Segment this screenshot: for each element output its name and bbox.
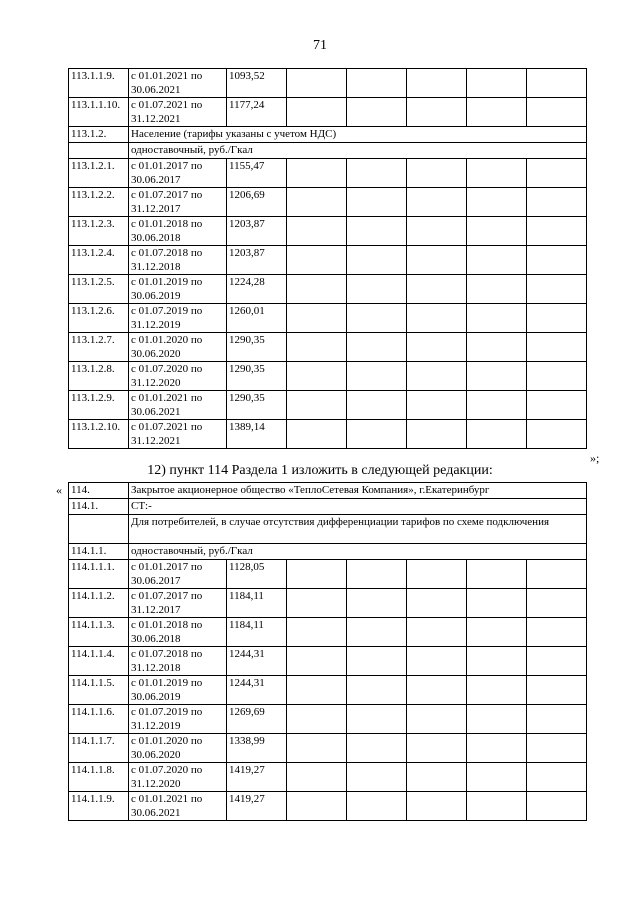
empty-cell	[527, 763, 587, 792]
table-row	[69, 618, 587, 647]
row-code: 114.1.1.8.	[69, 763, 129, 792]
empty-cell	[287, 705, 347, 734]
row-tariff-value: 1419,27	[227, 792, 287, 821]
empty-cell	[287, 420, 347, 449]
row-tariff-value: 1177,24	[227, 98, 287, 127]
table-row	[69, 420, 587, 449]
empty-cell	[527, 217, 587, 246]
empty-cell	[467, 792, 527, 821]
period-line: 31.12.2018	[131, 662, 181, 674]
empty-cell	[347, 763, 407, 792]
empty-cell	[527, 792, 587, 821]
empty-cell	[347, 734, 407, 763]
period-line: 30.06.2021	[131, 84, 181, 96]
table-row	[69, 647, 587, 676]
empty-cell	[467, 734, 527, 763]
row-tariff-value: 1269,69	[227, 705, 287, 734]
row-code: 114.1.1.6.	[69, 705, 129, 734]
row-code: 113.1.2.2.	[69, 188, 129, 217]
row-period	[129, 159, 227, 188]
period-line: с 01.01.2017 по	[131, 160, 203, 172]
row-code: 113.1.2.8.	[69, 362, 129, 391]
row-period	[129, 792, 227, 821]
table-row	[69, 304, 587, 333]
row-period	[129, 246, 227, 275]
empty-cell	[527, 420, 587, 449]
row-period	[129, 647, 227, 676]
period-line: с 01.01.2020 по	[131, 735, 203, 747]
period-line: с 01.07.2017 по	[131, 590, 203, 602]
empty-cell	[407, 98, 467, 127]
period-line: с 01.01.2017 по	[131, 561, 203, 573]
empty-cell	[347, 304, 407, 333]
row-tariff-value: 1389,14	[227, 420, 287, 449]
empty-cell	[527, 705, 587, 734]
period-line: 31.12.2017	[131, 604, 181, 616]
period-line: 30.06.2017	[131, 174, 181, 186]
empty-cell	[527, 98, 587, 127]
table-row	[69, 246, 587, 275]
table-row	[69, 763, 587, 792]
row-code: 113.1.2.10.	[69, 420, 129, 449]
empty-cell	[467, 362, 527, 391]
table-row	[69, 391, 587, 420]
empty-cell	[347, 333, 407, 362]
empty-cell	[527, 362, 587, 391]
empty-cell	[467, 705, 527, 734]
row-code: 114.	[69, 483, 129, 499]
row-period	[129, 705, 227, 734]
empty-cell	[347, 560, 407, 589]
table-row	[69, 515, 587, 544]
table-row	[69, 188, 587, 217]
empty-cell	[467, 333, 527, 362]
row-code: 113.1.2.7.	[69, 333, 129, 362]
empty-cell	[287, 69, 347, 98]
empty-cell	[347, 391, 407, 420]
empty-cell	[467, 98, 527, 127]
row-period	[129, 676, 227, 705]
table-row	[69, 734, 587, 763]
row-description: Закрытое акционерное общество «ТеплоСетевая Компания», г.Екатеринбург	[129, 483, 587, 499]
period-line: 31.12.2020	[131, 377, 181, 389]
table-row	[69, 676, 587, 705]
empty-cell	[287, 217, 347, 246]
row-code: 113.1.2.5.	[69, 275, 129, 304]
row-code: 114.1.	[69, 499, 129, 515]
row-code: 113.1.2.4.	[69, 246, 129, 275]
empty-cell	[467, 420, 527, 449]
period-line: 31.12.2017	[131, 203, 181, 215]
empty-cell	[287, 647, 347, 676]
empty-cell	[527, 333, 587, 362]
table-row	[69, 483, 587, 499]
empty-cell	[467, 647, 527, 676]
table-row	[69, 589, 587, 618]
empty-cell	[407, 362, 467, 391]
row-code: 114.1.1.3.	[69, 618, 129, 647]
table-row	[69, 792, 587, 821]
period-line: с 01.01.2018 по	[131, 218, 203, 230]
row-code: 113.1.2.3.	[69, 217, 129, 246]
empty-cell	[407, 304, 467, 333]
row-period	[129, 98, 227, 127]
row-tariff-value: 1203,87	[227, 246, 287, 275]
empty-cell	[407, 69, 467, 98]
row-period	[129, 734, 227, 763]
row-period	[129, 362, 227, 391]
row-period	[129, 275, 227, 304]
amendment-heading: 12) пункт 114 Раздела 1 изложить в следующей редакции:	[147, 463, 493, 478]
row-description: одноставочный, руб./Гкал	[129, 544, 587, 560]
row-tariff-value: 1128,05	[227, 560, 287, 589]
row-code: 114.1.1.9.	[69, 792, 129, 821]
empty-cell	[407, 705, 467, 734]
row-code: 113.1.2.	[69, 127, 129, 143]
empty-cell	[467, 69, 527, 98]
row-code: 114.1.1.5.	[69, 676, 129, 705]
empty-cell	[347, 647, 407, 676]
empty-cell	[347, 618, 407, 647]
row-code: 113.1.1.10.	[69, 98, 129, 127]
empty-cell	[407, 618, 467, 647]
empty-cell	[527, 734, 587, 763]
empty-cell	[347, 676, 407, 705]
row-tariff-value: 1203,87	[227, 217, 287, 246]
empty-cell	[467, 676, 527, 705]
empty-cell	[287, 560, 347, 589]
empty-cell	[287, 618, 347, 647]
row-tariff-value: 1184,11	[227, 618, 287, 647]
table-row	[69, 275, 587, 304]
row-tariff-value: 1419,27	[227, 763, 287, 792]
empty-cell	[527, 618, 587, 647]
empty-cell	[407, 420, 467, 449]
opening-quote-mark: «	[56, 483, 62, 497]
empty-cell	[407, 333, 467, 362]
row-description: Население (тарифы указаны с учетом НДС)	[129, 127, 587, 143]
empty-cell	[407, 217, 467, 246]
row-period	[129, 391, 227, 420]
row-code: 113.1.2.6.	[69, 304, 129, 333]
table-row	[69, 127, 587, 143]
empty-cell	[347, 246, 407, 275]
empty-cell	[347, 98, 407, 127]
empty-cell	[527, 647, 587, 676]
period-line: 30.06.2020	[131, 749, 181, 761]
empty-cell	[467, 391, 527, 420]
empty-cell	[407, 589, 467, 618]
table-row	[69, 159, 587, 188]
row-period	[129, 560, 227, 589]
row-code: 114.1.1.4.	[69, 647, 129, 676]
row-code: 114.1.1.	[69, 544, 129, 560]
empty-cell	[527, 246, 587, 275]
period-line: с 01.07.2017 по	[131, 189, 203, 201]
row-tariff-value: 1290,35	[227, 362, 287, 391]
period-line: с 01.07.2019 по	[131, 305, 203, 317]
empty-cell	[407, 792, 467, 821]
row-code: 114.1.1.2.	[69, 589, 129, 618]
empty-cell	[287, 362, 347, 391]
empty-cell	[527, 159, 587, 188]
row-description: СТ:-	[129, 499, 587, 515]
empty-cell	[347, 159, 407, 188]
empty-cell	[527, 304, 587, 333]
empty-cell	[407, 647, 467, 676]
period-line: с 01.07.2018 по	[131, 247, 203, 259]
empty-cell	[407, 391, 467, 420]
period-line: 30.06.2018	[131, 633, 181, 645]
row-tariff-value: 1244,31	[227, 647, 287, 676]
row-period	[129, 69, 227, 98]
empty-cell	[467, 560, 527, 589]
row-tariff-value: 1224,28	[227, 275, 287, 304]
empty-cell	[407, 159, 467, 188]
empty-cell	[347, 362, 407, 391]
period-line: 31.12.2018	[131, 261, 181, 273]
empty-cell	[287, 333, 347, 362]
period-line: с 01.07.2021 по	[131, 421, 203, 433]
period-line: 30.06.2019	[131, 290, 181, 302]
period-line: 31.12.2021	[131, 435, 181, 447]
period-line: с 01.07.2020 по	[131, 764, 203, 776]
empty-cell	[407, 676, 467, 705]
period-line: с 01.07.2021 по	[131, 99, 203, 111]
table-row	[69, 143, 587, 159]
row-description: Для потребителей, в случае отсутствия дифференциации тарифов по схеме подключения	[129, 515, 587, 544]
empty-cell	[467, 217, 527, 246]
empty-cell	[287, 159, 347, 188]
tariff-table-113	[68, 68, 587, 449]
empty-cell	[287, 391, 347, 420]
table-row	[69, 217, 587, 246]
row-code	[69, 143, 129, 159]
period-line: 30.06.2019	[131, 691, 181, 703]
empty-cell	[407, 734, 467, 763]
period-line: 30.06.2017	[131, 575, 181, 587]
row-description: одноставочный, руб./Гкал	[129, 143, 587, 159]
row-tariff-value: 1093,52	[227, 69, 287, 98]
empty-cell	[287, 188, 347, 217]
period-line: 30.06.2021	[131, 807, 181, 819]
empty-cell	[527, 275, 587, 304]
page-number: 71	[313, 38, 327, 53]
row-tariff-value: 1338,99	[227, 734, 287, 763]
period-line: с 01.01.2019 по	[131, 276, 203, 288]
empty-cell	[347, 217, 407, 246]
table-row	[69, 544, 587, 560]
empty-cell	[287, 304, 347, 333]
empty-cell	[407, 188, 467, 217]
row-tariff-value: 1290,35	[227, 333, 287, 362]
period-line: 31.12.2020	[131, 778, 181, 790]
empty-cell	[527, 676, 587, 705]
period-line: 31.12.2019	[131, 720, 181, 732]
table-row	[69, 362, 587, 391]
closing-quote-mark: »;	[590, 451, 600, 465]
table-row	[69, 333, 587, 362]
row-period	[129, 188, 227, 217]
empty-cell	[347, 589, 407, 618]
row-tariff-value: 1184,11	[227, 589, 287, 618]
period-line: с 01.01.2020 по	[131, 334, 203, 346]
table-row	[69, 705, 587, 734]
empty-cell	[287, 275, 347, 304]
period-line: с 01.07.2018 по	[131, 648, 203, 660]
empty-cell	[347, 69, 407, 98]
row-code: 114.1.1.1.	[69, 560, 129, 589]
empty-cell	[467, 246, 527, 275]
empty-cell	[407, 763, 467, 792]
empty-cell	[527, 589, 587, 618]
period-line: с 01.01.2021 по	[131, 793, 203, 805]
empty-cell	[527, 69, 587, 98]
empty-cell	[287, 763, 347, 792]
period-line: с 01.01.2019 по	[131, 677, 203, 689]
empty-cell	[347, 420, 407, 449]
empty-cell	[287, 792, 347, 821]
row-period	[129, 589, 227, 618]
empty-cell	[467, 304, 527, 333]
empty-cell	[347, 792, 407, 821]
table-row	[69, 499, 587, 515]
row-tariff-value: 1206,69	[227, 188, 287, 217]
empty-cell	[287, 734, 347, 763]
table-row	[69, 98, 587, 127]
row-period	[129, 763, 227, 792]
row-period	[129, 618, 227, 647]
empty-cell	[407, 560, 467, 589]
empty-cell	[407, 246, 467, 275]
period-line: с 01.01.2021 по	[131, 392, 203, 404]
empty-cell	[347, 188, 407, 217]
period-line: с 01.01.2021 по	[131, 70, 203, 82]
period-line: 31.12.2019	[131, 319, 181, 331]
period-line: с 01.07.2020 по	[131, 363, 203, 375]
row-code	[69, 515, 129, 544]
empty-cell	[287, 98, 347, 127]
row-tariff-value: 1155,47	[227, 159, 287, 188]
row-tariff-value: 1244,31	[227, 676, 287, 705]
empty-cell	[467, 763, 527, 792]
table-row	[69, 69, 587, 98]
empty-cell	[527, 391, 587, 420]
row-period	[129, 304, 227, 333]
empty-cell	[467, 589, 527, 618]
row-code: 113.1.2.9.	[69, 391, 129, 420]
row-tariff-value: 1290,35	[227, 391, 287, 420]
empty-cell	[467, 159, 527, 188]
row-period	[129, 217, 227, 246]
period-line: с 01.07.2019 по	[131, 706, 203, 718]
empty-cell	[347, 705, 407, 734]
empty-cell	[287, 676, 347, 705]
empty-cell	[467, 275, 527, 304]
row-period	[129, 333, 227, 362]
tariff-table-114	[68, 482, 587, 821]
empty-cell	[527, 188, 587, 217]
empty-cell	[467, 188, 527, 217]
empty-cell	[407, 275, 467, 304]
period-line: с 01.01.2018 по	[131, 619, 203, 631]
empty-cell	[467, 618, 527, 647]
empty-cell	[347, 275, 407, 304]
period-line: 30.06.2020	[131, 348, 181, 360]
row-code: 114.1.1.7.	[69, 734, 129, 763]
table-row	[69, 560, 587, 589]
row-tariff-value: 1260,01	[227, 304, 287, 333]
empty-cell	[527, 560, 587, 589]
period-line: 30.06.2018	[131, 232, 181, 244]
row-code: 113.1.1.9.	[69, 69, 129, 98]
row-period	[129, 420, 227, 449]
empty-cell	[287, 589, 347, 618]
row-code: 113.1.2.1.	[69, 159, 129, 188]
period-line: 31.12.2021	[131, 113, 181, 125]
period-line: 30.06.2021	[131, 406, 181, 418]
empty-cell	[287, 246, 347, 275]
